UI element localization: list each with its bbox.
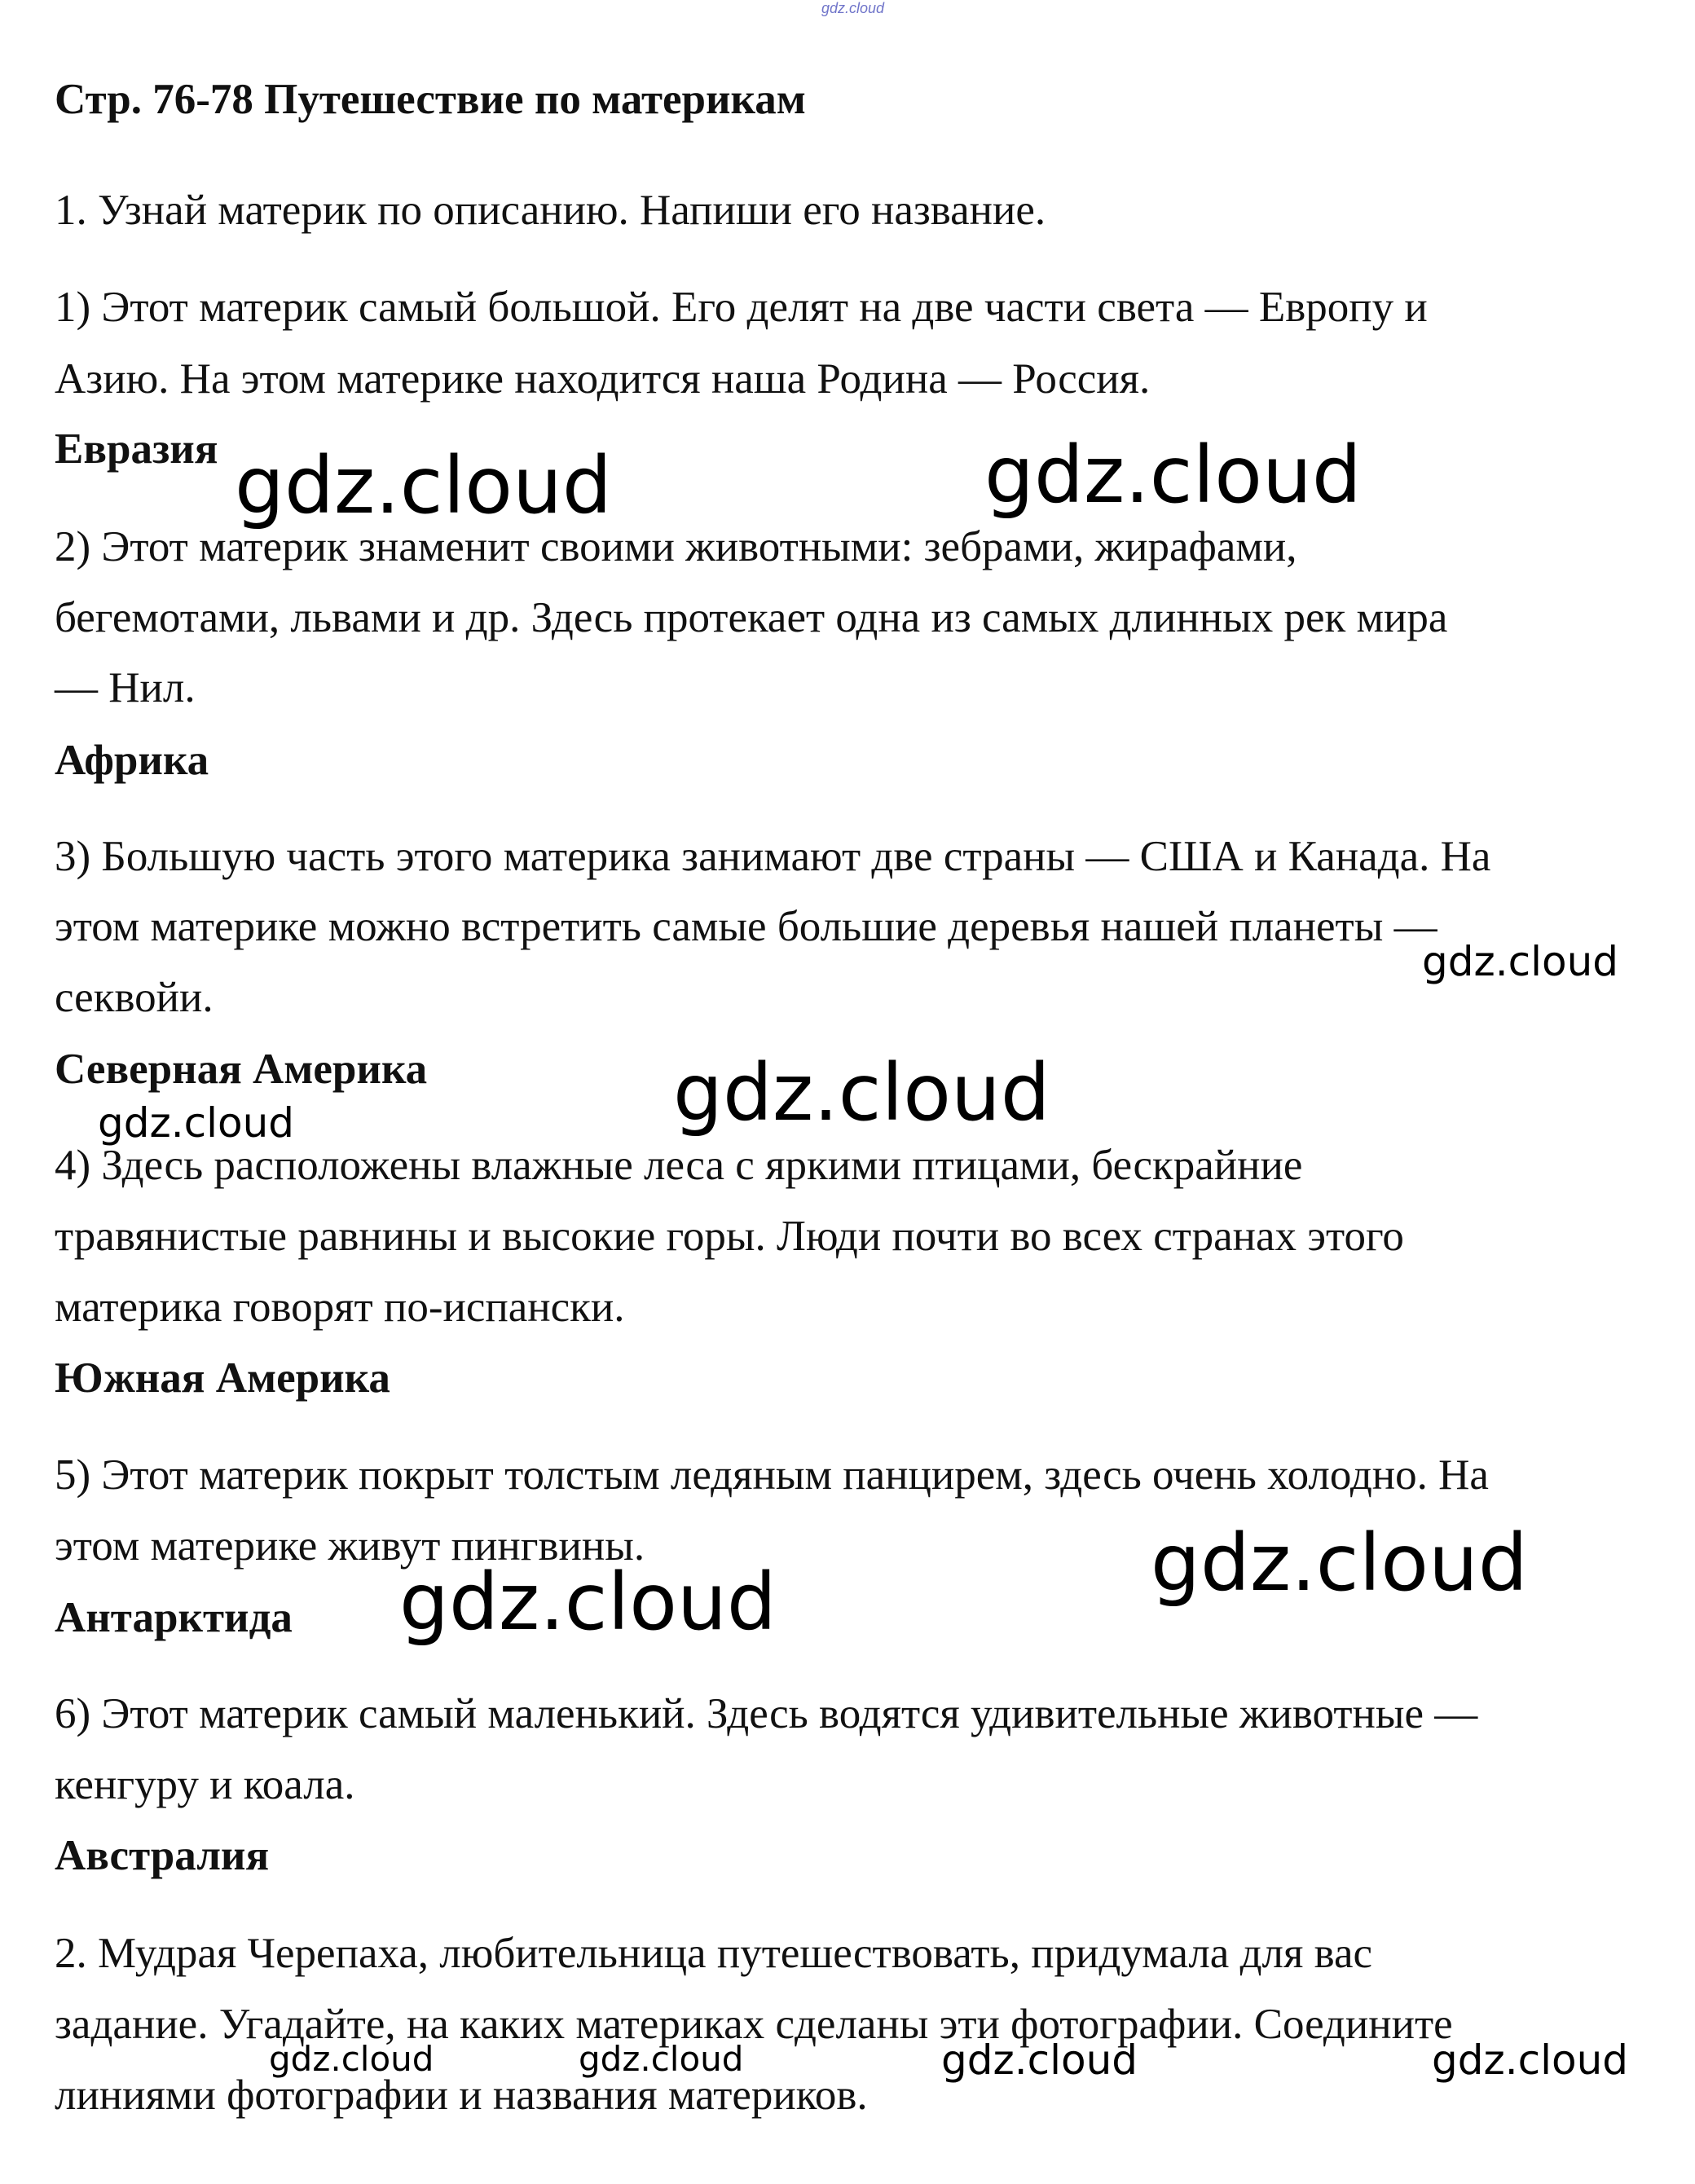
paragraph-line: этом материке живут пингвины. <box>55 1522 645 1570</box>
watermark: gdz.cloud <box>1151 1517 1528 1609</box>
watermark: gdz.cloud <box>1422 938 1619 985</box>
question-1: 1. Узнай материк по описанию. Напиши его название. <box>55 187 1046 234</box>
watermark: gdz.cloud <box>941 2036 1138 2084</box>
paragraph-line: бегемотами, львами и др. Здесь протекает одна из самых длинных рек мира <box>55 594 1448 641</box>
paragraph-line: 6) Этот материк самый маленький. Здесь водятся удивительные животные — <box>55 1690 1478 1737</box>
watermark: gdz.cloud <box>399 1557 777 1648</box>
page-title: Стр. 76-78 Путешествие по материкам <box>55 76 806 123</box>
header-watermark: gdz.cloud <box>821 0 885 16</box>
paragraph-line: материка говорят по-испански. <box>55 1284 625 1331</box>
paragraph-line: секвойи. <box>55 974 214 1021</box>
paragraph-line: — Нил. <box>55 664 196 711</box>
watermark: gdz.cloud <box>984 429 1362 521</box>
paragraph-line: 5) Этот материк покрыт толстым ледяным панцирем, здесь очень холодно. На <box>55 1451 1489 1499</box>
paragraph-line: этом материке можно встретить самые большие деревья нашей планеты — <box>55 903 1437 950</box>
paragraph-line: 3) Большую часть этого материка занимают две страны — США и Канада. На <box>55 833 1491 880</box>
question-2-line: линиями фотографии и названия материков. <box>55 2072 868 2119</box>
answer-north-america: Северная Америка <box>55 1046 428 1093</box>
paragraph-line: 1) Этот материк самый большой. Его делят на две части света — Европу и <box>55 284 1428 331</box>
paragraph-line: Азию. На этом материке находится наша Родина — Россия. <box>55 355 1151 403</box>
watermark: gdz.cloud <box>98 1099 295 1147</box>
paragraph-line: травянистые равнины и высокие горы. Люди почти во всех странах этого <box>55 1213 1404 1260</box>
answer-australia: Австралия <box>55 1832 270 1879</box>
answer-south-america: Южная Америка <box>55 1354 390 1402</box>
question-2-line: задание. Угадайте, на каких материках сделаны эти фотографии. Соедините <box>55 2001 1453 2048</box>
watermark: gdz.cloud <box>579 2039 744 2079</box>
paragraph-line: 4) Здесь расположены влажные леса с яркими птицами, бескрайние <box>55 1142 1303 1189</box>
watermark: gdz.cloud <box>673 1047 1050 1138</box>
watermark: gdz.cloud <box>269 2039 434 2079</box>
watermark: gdz.cloud <box>235 440 612 531</box>
answer-antarctica: Антарктида <box>55 1594 293 1641</box>
answer-africa: Африка <box>55 737 209 784</box>
watermark: gdz.cloud <box>1432 2036 1629 2084</box>
paragraph-line: кенгуру и коала. <box>55 1761 355 1808</box>
question-2-line: 2. Мудрая Черепаха, любительница путешествовать, придумала для вас <box>55 1930 1372 1977</box>
answer-eurasia: Евразия <box>55 425 218 473</box>
paragraph-line: 2) Этот материк знаменит своими животными: зебрами, жирафами, <box>55 523 1297 570</box>
